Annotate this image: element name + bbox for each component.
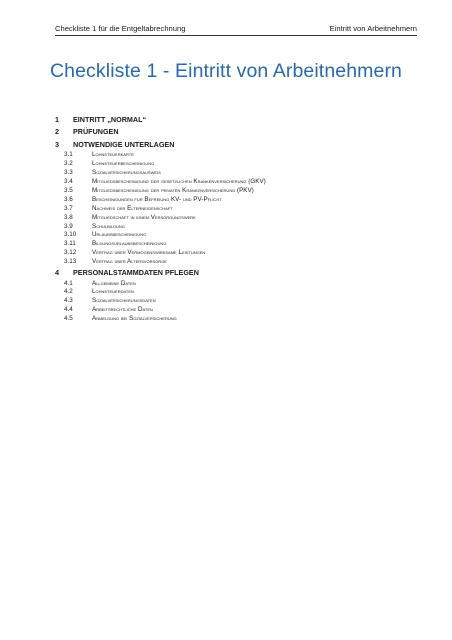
- toc-item-number: 3.6: [64, 195, 73, 203]
- toc-item-label: Lohnsteuerbescheinigung: [92, 160, 155, 168]
- toc-item-number: 3.11: [64, 240, 76, 248]
- toc-item[interactable]: [55, 151, 425, 160]
- toc-item[interactable]: [55, 177, 425, 186]
- toc-section-label: PRÜFUNGEN: [73, 127, 119, 137]
- toc-item-label: Vertrag über Altersvorsorge: [92, 258, 167, 266]
- toc-item[interactable]: [55, 248, 425, 257]
- toc-item[interactable]: [55, 279, 425, 288]
- toc-item[interactable]: [55, 213, 425, 222]
- page-title: Checkliste 1 - Eintritt von Arbeitnehmern: [49, 60, 402, 82]
- toc-item-number: 3.7: [64, 204, 73, 212]
- toc-item-number: 4.2: [64, 288, 73, 296]
- toc-item-number: 4.5: [64, 315, 73, 323]
- toc-item-number: 4.1: [64, 279, 73, 287]
- toc-item-label: Bildungsurlaubsbescheinigung: [92, 240, 167, 248]
- toc-item-label: Nachweis der Elterneigenschaft: [92, 204, 173, 212]
- toc-item-label: Mitgliedsbescheinigung der privaten Krankenversicherung (PKV): [92, 187, 254, 194]
- toc-item-label: Mitgliedschaft in einem Versorgungswerk: [92, 213, 196, 221]
- toc-item[interactable]: [55, 239, 425, 248]
- toc-item-label: Anmeldung bei Sozialversicherung: [92, 315, 177, 323]
- toc-item[interactable]: [55, 305, 425, 314]
- toc-item[interactable]: [55, 314, 425, 323]
- toc-item-number: 4.4: [64, 306, 73, 314]
- toc-section[interactable]: [55, 138, 425, 151]
- toc-section[interactable]: [55, 113, 425, 126]
- toc-item-label: Bescheinigungen für Befreiung KV- und PV-Pflicht: [92, 195, 222, 203]
- toc-item[interactable]: [55, 296, 425, 305]
- toc-section-number: 2: [55, 127, 59, 137]
- toc-item[interactable]: [55, 159, 425, 168]
- header-left: Checkliste 1 für die Entgeltabrechnung: [55, 24, 186, 33]
- header-right: Eintritt von Arbeitnehmern: [329, 24, 417, 33]
- toc-item[interactable]: [55, 257, 425, 266]
- toc-item[interactable]: [55, 195, 425, 204]
- toc-section-number: 4: [55, 267, 59, 277]
- toc-item-label: Sozialversicherungsausweis: [92, 169, 161, 177]
- table-of-contents: [55, 113, 425, 323]
- toc-item-label: Lohnsteuerkarte: [92, 151, 134, 159]
- toc-item-label: Sozialversicherungsdaten: [92, 297, 156, 305]
- toc-item-number: 3.9: [64, 222, 73, 230]
- toc-item[interactable]: [55, 222, 425, 231]
- toc-item[interactable]: [55, 204, 425, 213]
- toc-item-label: Arbeitsrechtliche Daten: [92, 306, 153, 314]
- toc-item-label: Urlaubsbescheinigung: [92, 231, 147, 239]
- toc-section-label: EINTRITT „NORMAL“: [73, 114, 147, 124]
- toc-section[interactable]: [55, 266, 425, 279]
- toc-item-number: 3.3: [64, 169, 73, 177]
- toc-item[interactable]: [55, 287, 425, 296]
- toc-item-number: 3.12: [64, 249, 77, 257]
- toc-section-label: PERSONALSTAMMDATEN PFLEGEN: [73, 267, 199, 277]
- toc-item-label: Allgemeine Daten: [92, 279, 136, 287]
- toc-item-label: Mitgliedsbescheinigung der gesetzlichen Krankenversicherung (GKV): [92, 178, 266, 186]
- toc-item-number: 3.10: [64, 231, 77, 239]
- toc-item-number: 3.2: [64, 160, 73, 168]
- toc-item-number: 3.13: [64, 258, 77, 266]
- toc-item-number: 3.5: [64, 187, 73, 194]
- page-header: [55, 24, 417, 36]
- toc-item-number: 3.8: [64, 213, 73, 221]
- toc-item-number: 4.3: [64, 297, 73, 305]
- toc-item-number: 3.4: [64, 178, 73, 186]
- toc-section[interactable]: [55, 126, 425, 139]
- toc-section-label: NOTWENDIGE UNTERLAGEN: [73, 139, 175, 149]
- toc-item-number: 3.1: [64, 151, 73, 159]
- toc-item[interactable]: [55, 186, 425, 195]
- toc-item-label: Lohnsteuerdaten: [92, 288, 134, 296]
- toc-section-number: 1: [55, 114, 59, 124]
- toc-item[interactable]: [55, 168, 425, 177]
- toc-item[interactable]: [55, 231, 425, 240]
- toc-item-label: Schulbildung: [92, 222, 125, 230]
- toc-section-number: 3: [55, 139, 59, 149]
- toc-item-label: Vertrag über Vermögenswirksame Leistungen: [92, 249, 206, 257]
